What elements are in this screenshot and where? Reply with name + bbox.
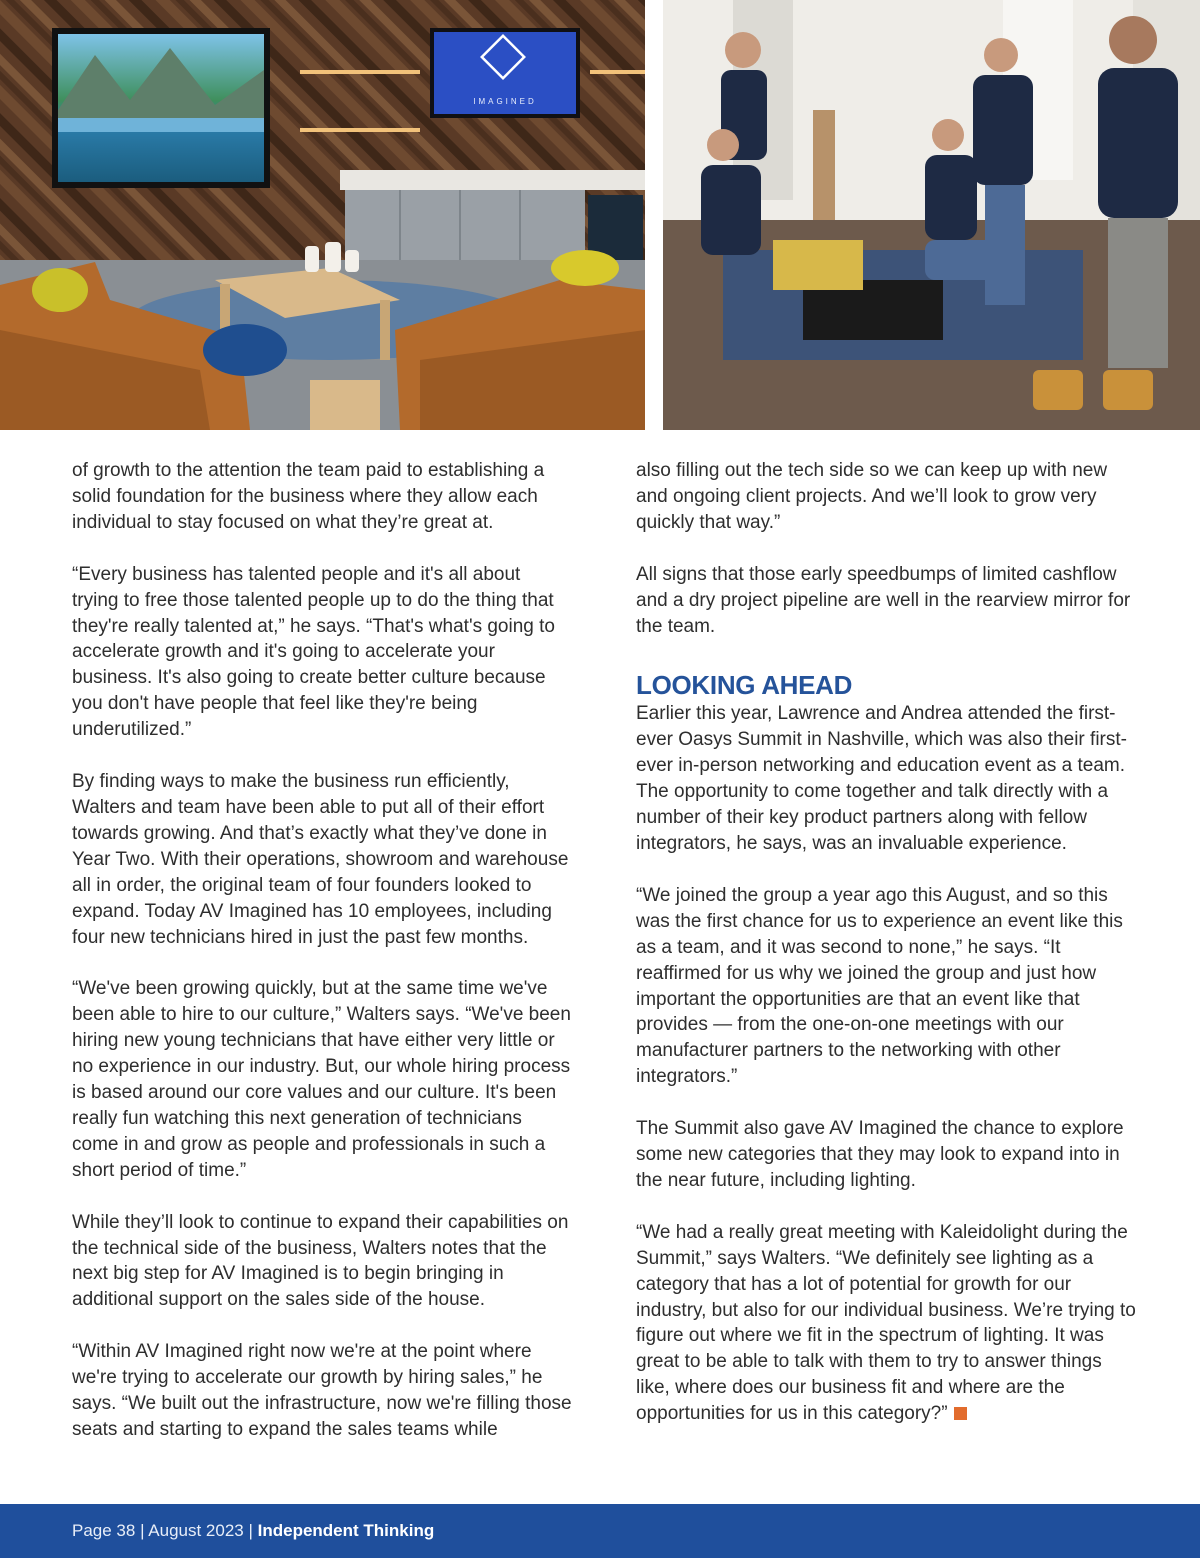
body-paragraph: Earlier this year, Lawrence and Andrea attended the first-ever Oasys Summit in Nashville, which was also their first-ever in-person networking and education event as a team. The opportunity to come together and talk directly with a number of their key product partners along with fellow integrators, he says, was an invaluable experience. bbox=[636, 703, 1127, 854]
body-paragraph: also filling out the tech side so we can keep up with new and ongoing client projects. And we’ll look to grow very quickly that way.” bbox=[636, 460, 1108, 533]
lounge-illustration bbox=[0, 0, 645, 430]
body-paragraph: While they’ll look to continue to expand their capabilities on the technical side of the business, Walters notes that the next big step for AV Imagined is to begin bringing in additional support on the sales side of the house. bbox=[72, 1211, 569, 1311]
landscape-tv bbox=[52, 28, 270, 188]
folio-separator: | bbox=[135, 1521, 149, 1540]
section-name: Independent Thinking bbox=[257, 1521, 435, 1540]
brand-screen bbox=[430, 28, 580, 118]
team-illustration bbox=[663, 0, 1200, 430]
issue-date: August 2023 bbox=[148, 1521, 244, 1540]
kitchenette bbox=[340, 170, 645, 265]
body-paragraph: “Within AV Imagined right now we're at the point where we're trying to accelerate our growth by hiring sales,” he says. “We built out the infrastructure, now we're filling those seats and starting to expand the sales teams while bbox=[72, 1341, 572, 1440]
body-paragraph: “We've been growing quickly, but at the same time we've been able to hire to our culture,” Walters says. “We've been hiring new young technicians that have either very little or no experience in our industry. But, our whole hiring process is based around our core values and our culture. It's been really fun watching this next generation of technicians come in and grow as people and professionals in such a short period of time.” bbox=[72, 978, 571, 1181]
body-paragraph: By finding ways to make the business run efficiently, Walters and team have been able to put all of their effort towards growing. And that’s exactly what they’ve done in Year Two. With their operations, showroom and warehouse all in order, the original team of four founders looked to expand. Today AV Imagined has 10 employees, including four new technicians hired in just the past few months. bbox=[72, 771, 569, 948]
body-paragraph: “Every business has talented people and it's all about trying to free those talented people up to do the thing that they're really talented at,” he says. “That's what's going to accelerate growth and it's going to accelerate your business. It's also going to create better culture because you don't have people that feel like they're being underutilized.” bbox=[72, 563, 555, 741]
photo-lounge bbox=[0, 0, 645, 430]
body-paragraph: “We joined the group a year ago this August, and so this was the first chance for us to experience an event like this as a team, and it was second to none,” he says. “It reaffirmed for us why we joined the group and just how important the opportunities are that an event like that provides — from the one-on-one meetings with our manufacturer partners to the networking with other integrators.” bbox=[636, 884, 1123, 1088]
body-paragraph: All signs that those early speedbumps of limited cashflow and a dry project pipeline are well in the rearview mirror for the team. bbox=[636, 563, 1131, 637]
closing-paragraph bbox=[636, 1220, 1136, 1427]
page-number: Page 38 bbox=[72, 1521, 136, 1540]
end-mark-icon bbox=[954, 1407, 967, 1420]
body-paragraph: of growth to the attention the team paid to establishing a solid foundation for the business where they allow each individual to stay focused on what they’re great at. bbox=[72, 460, 545, 533]
folio-separator: | bbox=[243, 1521, 258, 1540]
footer-bar bbox=[0, 1504, 1200, 1558]
screen-brand-text: IMAGINED bbox=[473, 97, 537, 106]
article-column-right bbox=[636, 458, 1136, 1453]
body-paragraph: The Summit also gave AV Imagined the chance to explore some new categories that they may look to expand into in the near future, including lighting. bbox=[636, 1118, 1124, 1191]
section-heading: LOOKING AHEAD bbox=[636, 670, 853, 701]
folio bbox=[72, 1521, 434, 1541]
photo-team bbox=[663, 0, 1200, 430]
closing-paragraph-text: “We had a really great meeting with Kaleidolight during the Summit,” says Walters. “We definitely see lighting as a category that has a lot of potential for growth for our industry, but also for our individual business. We’re trying to figure out where we fit in the spectrum of lighting. It was great to be able to talk with them to try to answer things like, where does our business fit and where are the opportunities for us in this category?” bbox=[636, 1221, 1136, 1425]
article-column-left bbox=[72, 458, 572, 1469]
